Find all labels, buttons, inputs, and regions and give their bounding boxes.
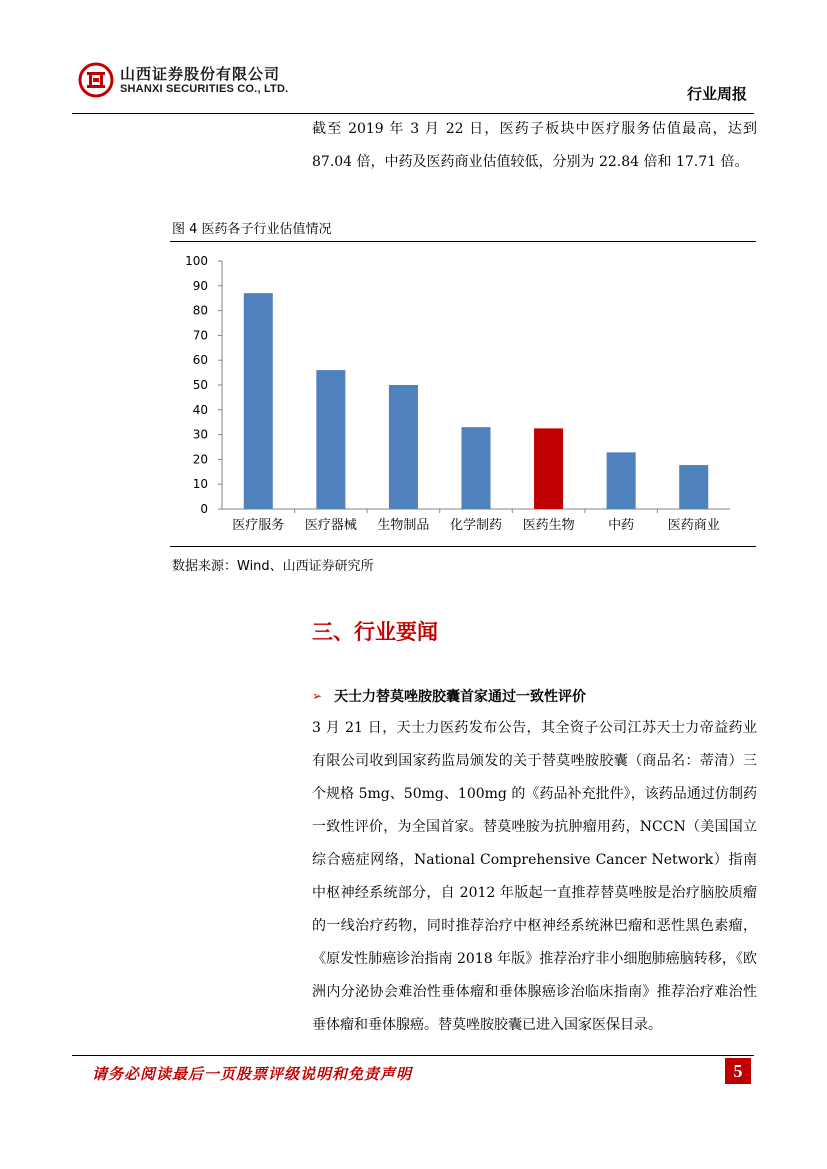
bar (244, 293, 273, 509)
x-category-label: 医药商业 (667, 518, 720, 533)
section-title: 三、行业要闻 (312, 620, 438, 644)
x-category-label: 医药生物 (522, 518, 575, 533)
y-tick-label: 10 (192, 477, 208, 492)
bar (461, 427, 490, 509)
bar (607, 452, 636, 509)
company-name-cn: 山西证券股份有限公司 (120, 65, 281, 83)
y-tick-label: 0 (200, 502, 208, 516)
news-headline-row (312, 686, 586, 706)
figure-title: 图 4 医药各子行业估值情况 (172, 222, 332, 237)
report-type-label: 行业周报 (686, 85, 747, 103)
bar (389, 385, 418, 509)
disclaimer-text: 请务必阅读最后一页股票评级说明和免责声明 (92, 1065, 413, 1083)
figure-top-rule (170, 241, 756, 242)
valuation-bar-chart (170, 245, 756, 545)
news-body: 3 月 21 日，天士力医药发布公告，其全资子公司江苏天士力帝益药业有限公司收到国家药监局颁发的关于替莫唑胺胶囊（商品名：蒂清）三个规格 5mg、50mg、100mg 的《药品补充批件》，该药品通过仿制药一致性评价，为全国首家。替莫唑胺为抗肿瘤用药，NCCN（美国国立综合癌症网络，National Comprehensive Cancer Network）指南中枢神经系统部分，自 2012 年版起一直推荐替莫唑胺是治疗脑胶质瘤的一线治疗药物，同时推荐治疗中枢神经系统淋巴瘤和恶性黑色素瘤，《原发性肺癌诊治指南 2018 年版》推荐治疗非小细胞肺癌脑转移，《欧洲内分泌协会难治性垂体瘤和垂体腺癌诊治临床指南》推荐治疗难治性垂体瘤和垂体腺癌。替莫唑胺胶囊已进入国家医保目录。 (312, 720, 757, 1033)
y-tick-label: 70 (192, 328, 208, 343)
figure-bottom-rule (170, 546, 756, 547)
y-tick-label: 80 (192, 303, 208, 318)
y-tick-label: 30 (192, 427, 208, 442)
y-tick-label: 40 (192, 402, 208, 417)
x-category-label: 化学制药 (449, 518, 503, 533)
y-tick-label: 20 (192, 452, 208, 467)
company-logo (78, 62, 114, 98)
page-number: 5 (725, 1058, 751, 1084)
y-tick-label: 100 (185, 254, 208, 268)
arrow-bullet-icon: ➢ (312, 689, 323, 703)
x-category-label: 中药 (608, 518, 635, 533)
figure-source: 数据来源：Wind、山西证券研究所 (172, 559, 374, 574)
y-tick-label: 60 (192, 353, 208, 368)
x-category-label: 医疗器械 (304, 518, 357, 533)
bar (534, 428, 563, 509)
x-category-label: 医疗服务 (232, 518, 285, 533)
company-name-en: SHANXI SECURITIES CO., LTD. (120, 83, 289, 95)
y-tick-label: 50 (192, 378, 208, 392)
x-category-label: 生物制品 (377, 518, 430, 533)
news-headline: 天士力替莫唑胺胶囊首家通过一致性评价 (334, 689, 587, 705)
bar (316, 370, 345, 509)
y-tick-label: 90 (192, 278, 208, 293)
footer-divider (72, 1055, 754, 1056)
intro-paragraph: 截至 2019 年 3 月 22 日，医药子板块中医疗服务估值最高，达到 87.04 倍，中药及医药商业估值较低，分别为 22.84 倍和 17.71 倍。 (312, 121, 757, 170)
bar (679, 465, 708, 509)
